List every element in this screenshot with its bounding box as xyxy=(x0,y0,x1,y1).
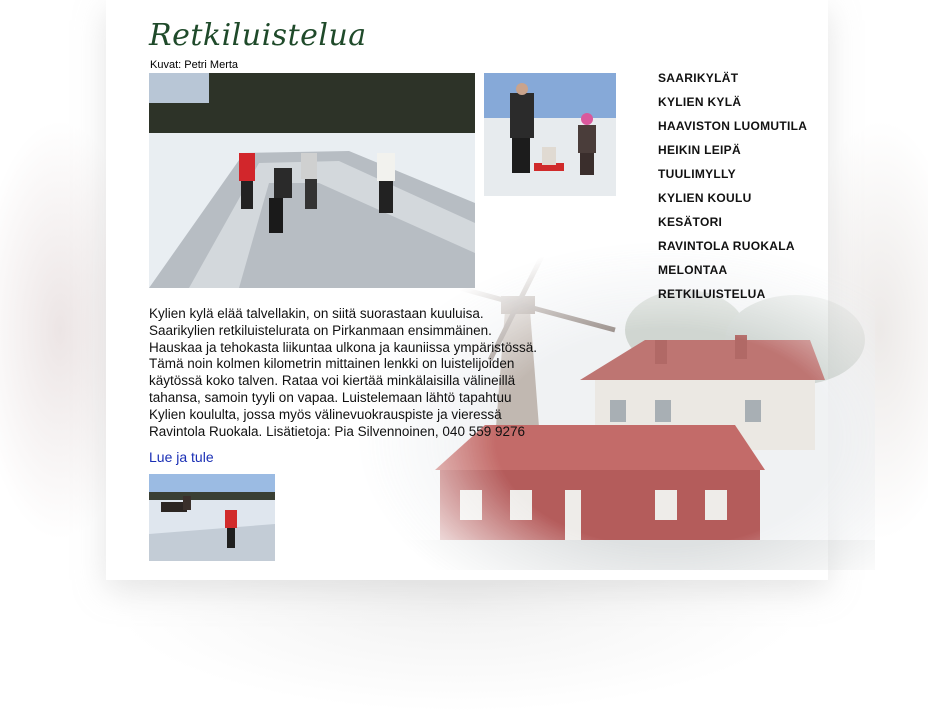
article-line: Kylien kylä elää talvellakin, on siitä suorastaan kuuluisa. xyxy=(149,306,484,321)
horse-sleigh-skater-photo xyxy=(149,474,275,561)
article-line: käytössä koko talven. Rataa voi kiertää minkälaisilla välineillä xyxy=(149,373,516,389)
nav-item-saarikylat[interactable]: SAARIKYLÄT xyxy=(658,71,739,85)
nav-item-melontaa[interactable]: MELONTAA xyxy=(658,263,728,277)
family-skating-photo xyxy=(484,73,616,196)
read-more-link[interactable]: Lue ja tule xyxy=(149,449,214,465)
article-line: Saarikylien retkiluistelurata on Pirkanmaan ensimmäinen. xyxy=(149,322,492,338)
nav-item-ravintola-ruokala[interactable]: RAVINTOLA RUOKALA xyxy=(658,239,795,253)
article-line: Hauskaa ja tehokasta liikuntaa ulkona ja kauniissa ympäristössä. xyxy=(149,339,537,355)
nav-item-heikin-leipa[interactable]: HEIKIN LEIPÄ xyxy=(658,143,741,157)
article-line: Kylien koululta, jossa myös välinevuokrauspiste ja vieressä xyxy=(149,406,502,422)
skating-track-photo xyxy=(149,73,475,288)
nav-item-haaviston-luomutila[interactable]: HAAVISTON LUOMUTILA xyxy=(658,119,808,133)
photo-credit: Kuvat: Petri Merta xyxy=(150,59,239,71)
main-navigation xyxy=(658,70,807,310)
nav-item-kesatori[interactable]: KESÄTORI xyxy=(658,215,723,229)
nav-item-tuulimylly[interactable]: TUULIMYLLY xyxy=(658,167,736,181)
article-text xyxy=(149,306,559,440)
nav-item-kylien-koulu[interactable]: KYLIEN KOULU xyxy=(658,191,752,205)
article-line: tahansa, samoin tyyli on vapaa. Luistelemaan lähtö tapahtuu xyxy=(149,389,512,405)
article-line: Ravintola Ruokala. Lisätietoja: Pia Silvennoinen, 040 559 9276 xyxy=(149,423,526,439)
page-title: Retkiluistelua xyxy=(149,18,367,53)
nav-item-retkiluistelua[interactable]: RETKILUISTELUA xyxy=(658,287,766,301)
article-line: Tämä noin kolmen kilometrin mittainen lenkki on luistelijoiden xyxy=(149,356,515,372)
nav-item-kylien-kyla[interactable]: KYLIEN KYLÄ xyxy=(658,95,742,109)
